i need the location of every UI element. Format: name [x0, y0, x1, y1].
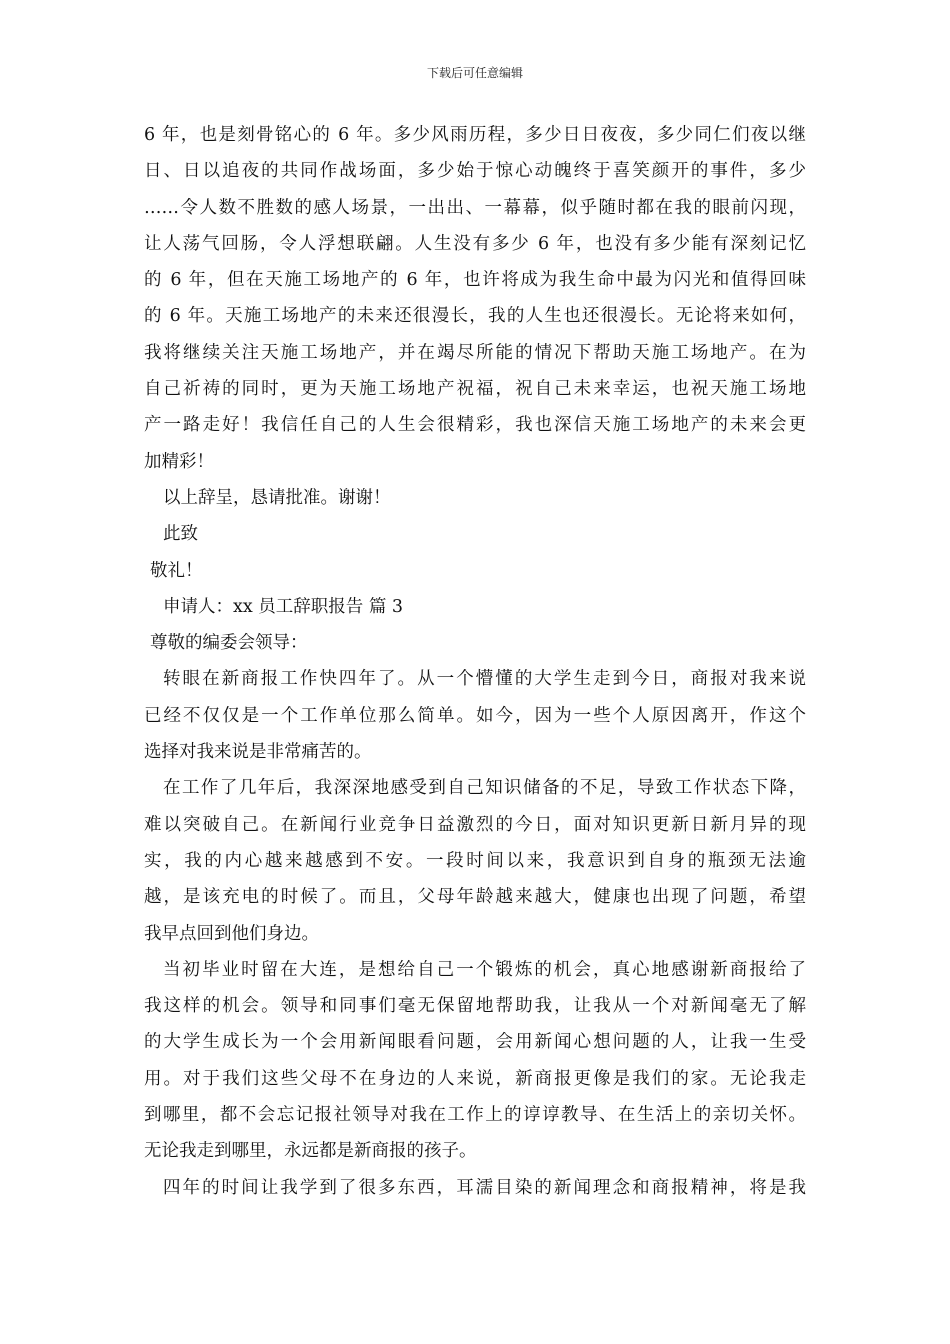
text-line: 的 6 年，但在天施工场地产的 6 年，也许将成为我生命中最为闪光和值得回味: [144, 270, 806, 291]
text-line: 产一路走好！我信任自己的人生会很精彩，我也深信天施工场地产的未来会更: [144, 415, 806, 436]
text-line: 我这样的机会。领导和同事们毫无保留地帮助我，让我从一个对新闻毫无了解: [144, 996, 806, 1017]
page-header: 下载后可任意编辑: [426, 66, 523, 80]
text-line: 转眼在新商报工作快四年了。从一个懵懂的大学生走到今日，商报对我来说: [163, 669, 806, 690]
document-body: [144, 117, 806, 1206]
text-line: 我将继续关注天施工场地产，并在竭尽所能的情况下帮助天施工场地产。在为: [144, 342, 806, 363]
text-line: 的大学生成长为一个会用新闻眼看问题，会用新闻心想问题的人，让我一生受: [144, 1032, 806, 1053]
text-line: ……令人数不胜数的感人场景，一出出、一幕幕，似乎随时都在我的眼前闪现，: [144, 197, 806, 218]
text-line: 到哪里，都不会忘记报社领导对我在工作上的谆谆教导、在生活上的亲切关怀。: [144, 1105, 806, 1126]
text-line: 当初毕业时留在大连，是想给自己一个锻炼的机会，真心地感谢新商报给了: [163, 959, 806, 980]
text-line: 在工作了几年后，我深深地感受到自己知识储备的不足，导致工作状态下降，: [163, 778, 806, 799]
text-line: 此致: [163, 524, 198, 545]
text-line: 选择对我来说是非常痛苦的。: [144, 742, 372, 763]
text-line: 申请人：xx 员工辞职报告 篇 3: [163, 596, 404, 617]
text-line: 日、日以追夜的共同作战场面，多少始于惊心动魄终于喜笑颜开的事件，多少: [144, 161, 806, 182]
text-line: 用。对于我们这些父母不在身边的人来说，新商报更像是我们的家。无论我走: [144, 1068, 806, 1089]
text-line: 我早点回到他们身边。: [144, 923, 319, 944]
text-line: 实，我的内心越来越感到不安。一段时间以来，我意识到自身的瓶颈无法逾: [144, 850, 806, 871]
text-line: 加精彩！: [144, 451, 214, 472]
text-line: 已经不仅仅是一个工作单位那么简单。如今，因为一些个人原因离开，作这个: [144, 705, 806, 726]
text-line: 以上辞呈，恳请批准。谢谢！: [163, 487, 391, 508]
text-line: 无论我走到哪里，永远都是新商报的孩子。: [144, 1141, 477, 1162]
text-line: 敬礼！: [150, 560, 203, 581]
text-line: 的 6 年。天施工场地产的未来还很漫长，我的人生也还很漫长。无论将来如何，: [144, 306, 806, 327]
text-line: 尊敬的编委会领导：: [150, 633, 308, 654]
text-line: 自己祈祷的同时，更为天施工场地产祝福，祝自己未来幸运，也祝天施工场地: [144, 379, 806, 400]
text-line: 四年的时间让我学到了很多东西，耳濡目染的新闻理念和商报精神，将是我: [163, 1177, 806, 1198]
text-line: 越，是该充电的时候了。而且，父母年龄越来越大，健康也出现了问题，希望: [144, 887, 806, 908]
text-line: 难以突破自己。在新闻行业竞争日益激烈的今日，面对知识更新日新月异的现: [144, 814, 806, 835]
text-line: 让人荡气回肠，令人浮想联翩。人生没有多少 6 年，也没有多少能有深刻记忆: [144, 233, 806, 254]
text-line: 6 年，也是刻骨铭心的 6 年。多少风雨历程，多少日日夜夜，多少同仁们夜以继: [144, 125, 806, 145]
